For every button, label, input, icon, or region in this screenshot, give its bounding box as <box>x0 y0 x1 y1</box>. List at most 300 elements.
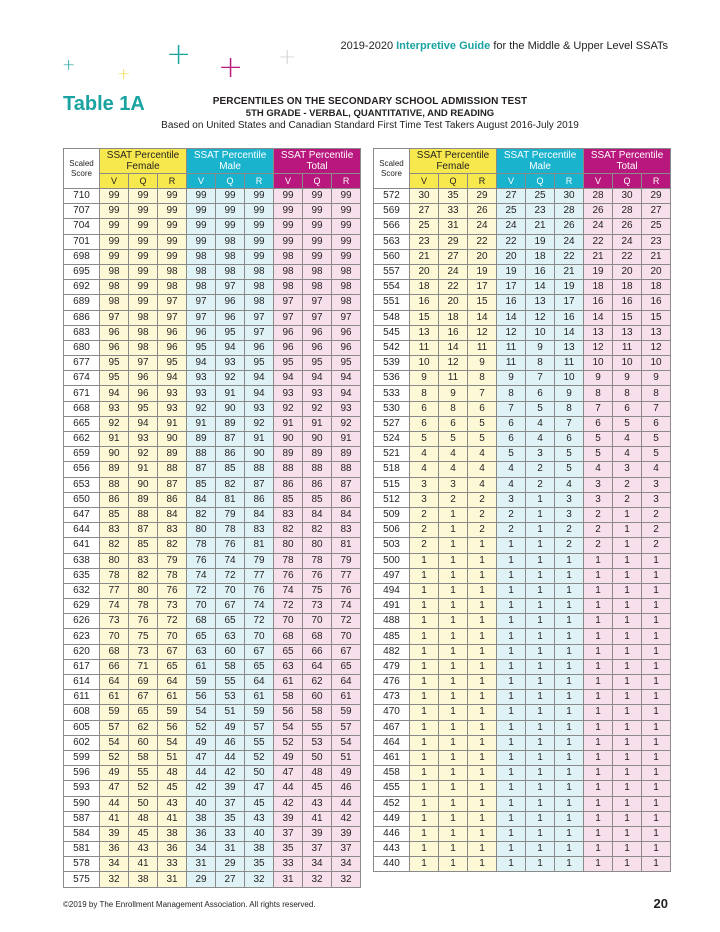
percentile-cell: 14 <box>468 310 497 325</box>
percentile-cell: 95 <box>303 356 332 371</box>
sub-header-r: R <box>332 174 361 189</box>
percentile-cell: 4 <box>642 462 671 477</box>
percentile-cell: 83 <box>100 523 129 538</box>
percentile-cell: 57 <box>332 720 361 735</box>
percentile-cell: 1 <box>410 826 439 841</box>
percentile-cell: 1 <box>468 553 497 568</box>
percentile-cell: 97 <box>100 310 129 325</box>
table-row <box>374 340 671 355</box>
percentile-cell: 79 <box>158 553 187 568</box>
percentile-cell: 1 <box>555 735 584 750</box>
percentile-cell: 30 <box>613 189 642 204</box>
percentile-cell: 5 <box>468 416 497 431</box>
percentile-cell: 25 <box>410 219 439 234</box>
percentile-cell: 54 <box>332 735 361 750</box>
percentile-cell: 38 <box>187 811 216 826</box>
percentile-cell: 2 <box>613 477 642 492</box>
percentile-cell: 23 <box>642 234 671 249</box>
percentile-cell: 12 <box>526 310 555 325</box>
percentile-cell: 64 <box>100 675 129 690</box>
table-row <box>374 234 671 249</box>
percentile-cell: 1 <box>526 583 555 598</box>
percentile-cell: 17 <box>468 280 497 295</box>
percentile-cell: 58 <box>303 705 332 720</box>
table-row <box>374 356 671 371</box>
percentile-cell: 1 <box>410 735 439 750</box>
percentile-cell: 1 <box>410 568 439 583</box>
table-row <box>374 295 671 310</box>
percentile-cell: 5 <box>497 447 526 462</box>
percentile-cell: 24 <box>613 234 642 249</box>
percentile-cell: 1 <box>613 690 642 705</box>
percentile-cell: 18 <box>584 280 613 295</box>
scaled-score-cell: 647 <box>64 507 100 522</box>
percentile-cell: 77 <box>100 583 129 598</box>
percentile-cell: 16 <box>584 295 613 310</box>
percentile-cell: 1 <box>555 583 584 598</box>
percentile-cell: 10 <box>642 356 671 371</box>
percentile-cell: 98 <box>332 295 361 310</box>
percentile-cell: 98 <box>274 264 303 279</box>
percentile-cell: 99 <box>303 189 332 204</box>
percentile-cell: 21 <box>526 219 555 234</box>
percentile-cell: 99 <box>187 204 216 219</box>
percentile-cell: 43 <box>303 796 332 811</box>
percentile-cell: 57 <box>100 720 129 735</box>
percentile-cell: 90 <box>303 432 332 447</box>
percentile-cell: 97 <box>216 280 245 295</box>
percentile-cell: 7 <box>642 401 671 416</box>
percentile-cell: 1 <box>497 796 526 811</box>
percentile-cell: 2 <box>555 523 584 538</box>
percentile-cell: 6 <box>497 432 526 447</box>
percentile-cell: 1 <box>526 766 555 781</box>
percentile-cell: 68 <box>303 629 332 644</box>
percentile-cell: 99 <box>332 234 361 249</box>
percentile-cell: 99 <box>158 219 187 234</box>
scaled-score-cell: 653 <box>64 477 100 492</box>
percentile-cell: 45 <box>129 826 158 841</box>
scaled-score-cell: 461 <box>374 750 410 765</box>
percentile-cell: 19 <box>555 280 584 295</box>
table-row <box>64 690 361 705</box>
percentile-cell: 49 <box>332 766 361 781</box>
percentile-cell: 63 <box>216 629 245 644</box>
percentile-cell: 16 <box>642 295 671 310</box>
percentile-cell: 8 <box>439 401 468 416</box>
percentile-cell: 1 <box>410 720 439 735</box>
percentile-cell: 73 <box>100 614 129 629</box>
percentile-cell: 1 <box>439 629 468 644</box>
percentile-cell: 99 <box>274 189 303 204</box>
percentile-cell: 1 <box>526 659 555 674</box>
percentile-cell: 6 <box>439 416 468 431</box>
percentile-cell: 99 <box>245 204 274 219</box>
copyright-text: ©2019 by The Enrollment Management Association. All rights reserved. <box>63 900 316 909</box>
table-row <box>374 280 671 295</box>
percentile-cell: 1 <box>584 735 613 750</box>
scaled-score-cell: 710 <box>64 189 100 204</box>
percentile-cell: 1 <box>526 492 555 507</box>
percentile-cell: 5 <box>613 416 642 431</box>
percentile-cell: 84 <box>245 507 274 522</box>
percentile-cell: 1 <box>439 811 468 826</box>
percentile-cell: 1 <box>468 735 497 750</box>
percentile-cell: 56 <box>187 690 216 705</box>
percentile-cell: 98 <box>129 310 158 325</box>
percentile-cell: 41 <box>158 811 187 826</box>
percentile-cell: 87 <box>129 523 158 538</box>
percentile-cell: 93 <box>129 432 158 447</box>
percentile-cell: 85 <box>274 492 303 507</box>
percentile-cell: 1 <box>439 796 468 811</box>
percentile-cell: 1 <box>584 599 613 614</box>
percentile-cell: 80 <box>303 538 332 553</box>
table-row <box>64 280 361 295</box>
percentile-cell: 27 <box>410 204 439 219</box>
percentile-cell: 1 <box>497 644 526 659</box>
percentile-cell: 94 <box>129 416 158 431</box>
table-row <box>374 720 671 735</box>
percentile-cell: 63 <box>187 644 216 659</box>
percentile-cell: 1 <box>555 826 584 841</box>
percentile-cell: 47 <box>245 781 274 796</box>
percentile-cell: 80 <box>100 553 129 568</box>
percentile-cell: 50 <box>303 750 332 765</box>
percentile-cell: 12 <box>439 356 468 371</box>
percentile-cell: 1 <box>439 720 468 735</box>
percentile-cell: 6 <box>410 401 439 416</box>
percentile-cell: 89 <box>158 447 187 462</box>
percentile-cell: 1 <box>497 553 526 568</box>
table-label: Table 1A <box>63 93 145 115</box>
percentile-cell: 94 <box>187 356 216 371</box>
percentile-cell: 86 <box>274 477 303 492</box>
table-row <box>64 340 361 355</box>
percentile-cell: 10 <box>555 371 584 386</box>
table-row <box>374 462 671 477</box>
percentile-cell: 20 <box>410 264 439 279</box>
percentile-cell: 84 <box>187 492 216 507</box>
scaled-score-cell: 632 <box>64 583 100 598</box>
table-row <box>374 750 671 765</box>
percentile-cell: 99 <box>129 295 158 310</box>
percentile-cell: 65 <box>129 705 158 720</box>
scaled-score-cell: 548 <box>374 310 410 325</box>
percentile-cell: 64 <box>158 675 187 690</box>
scaled-score-cell: 578 <box>64 857 100 872</box>
percentile-cell: 36 <box>187 826 216 841</box>
scaled-score-cell: 521 <box>374 447 410 462</box>
percentile-cell: 14 <box>439 340 468 355</box>
percentile-cell: 16 <box>555 310 584 325</box>
percentile-cell: 1 <box>613 826 642 841</box>
percentile-cell: 1 <box>526 811 555 826</box>
table-row <box>64 842 361 857</box>
percentile-cell: 99 <box>158 249 187 264</box>
percentile-cell: 1 <box>410 675 439 690</box>
percentile-cell: 1 <box>642 599 671 614</box>
percentile-cell: 51 <box>332 750 361 765</box>
percentile-cell: 1 <box>497 599 526 614</box>
percentile-cell: 27 <box>497 189 526 204</box>
table-row <box>64 477 361 492</box>
percentile-cell: 85 <box>303 492 332 507</box>
percentile-cell: 86 <box>303 477 332 492</box>
percentile-cell: 1 <box>642 583 671 598</box>
percentile-cell: 1 <box>555 720 584 735</box>
scaled-score-cell: 572 <box>374 189 410 204</box>
percentile-cell: 98 <box>274 249 303 264</box>
percentile-cell: 53 <box>303 735 332 750</box>
percentile-cell: 1 <box>555 675 584 690</box>
percentile-cell: 37 <box>274 826 303 841</box>
percentile-cell: 4 <box>439 462 468 477</box>
percentile-cell: 11 <box>410 340 439 355</box>
percentile-cell: 66 <box>100 659 129 674</box>
percentile-cell: 39 <box>274 811 303 826</box>
percentile-cell: 93 <box>332 401 361 416</box>
percentile-cell: 1 <box>439 857 468 872</box>
percentile-cell: 60 <box>216 644 245 659</box>
percentile-cell: 35 <box>245 857 274 872</box>
percentile-cell: 82 <box>274 523 303 538</box>
percentile-cell: 42 <box>332 811 361 826</box>
table-row <box>374 705 671 720</box>
percentile-cell: 27 <box>642 204 671 219</box>
percentile-cell: 1 <box>584 796 613 811</box>
percentile-cell: 32 <box>303 872 332 887</box>
percentile-cell: 99 <box>158 234 187 249</box>
scaled-score-cell: 575 <box>64 872 100 887</box>
percentile-cell: 98 <box>100 295 129 310</box>
scaled-score-cell: 581 <box>64 842 100 857</box>
percentile-cell: 20 <box>468 249 497 264</box>
percentile-cell: 86 <box>100 492 129 507</box>
scaled-score-cell: 458 <box>374 766 410 781</box>
percentile-cell: 40 <box>187 796 216 811</box>
percentile-cell: 32 <box>245 872 274 887</box>
percentile-cell: 65 <box>274 644 303 659</box>
percentile-cell: 97 <box>158 295 187 310</box>
percentile-cell: 1 <box>555 690 584 705</box>
percentile-cell: 9 <box>584 371 613 386</box>
scaled-score-cell: 443 <box>374 842 410 857</box>
percentile-cell: 61 <box>187 659 216 674</box>
percentile-cell: 1 <box>555 599 584 614</box>
percentile-cell: 31 <box>439 219 468 234</box>
percentile-cell: 17 <box>497 280 526 295</box>
table-row <box>374 766 671 781</box>
percentile-cell: 66 <box>303 644 332 659</box>
percentile-cell: 67 <box>158 644 187 659</box>
percentile-cell: 13 <box>410 325 439 340</box>
percentile-cell: 1 <box>468 796 497 811</box>
table-row <box>374 492 671 507</box>
percentile-cell: 1 <box>613 599 642 614</box>
percentile-cell: 46 <box>332 781 361 796</box>
percentile-cell: 2 <box>410 538 439 553</box>
percentile-cell: 21 <box>642 249 671 264</box>
percentile-cell: 3 <box>555 492 584 507</box>
scaled-score-cell: 446 <box>374 826 410 841</box>
percentile-cell: 44 <box>274 781 303 796</box>
scaled-score-cell: 545 <box>374 325 410 340</box>
percentile-cell: 96 <box>332 340 361 355</box>
percentile-cell: 1 <box>439 675 468 690</box>
percentile-cell: 99 <box>129 189 158 204</box>
percentile-cell: 55 <box>303 720 332 735</box>
scaled-score-cell: 596 <box>64 766 100 781</box>
scaled-score-cell: 701 <box>64 234 100 249</box>
percentile-cell: 1 <box>410 842 439 857</box>
table-row <box>374 614 671 629</box>
table-row <box>64 599 361 614</box>
percentile-cell: 16 <box>497 295 526 310</box>
percentile-cell: 88 <box>332 462 361 477</box>
percentile-cell: 97 <box>129 356 158 371</box>
scaled-score-cell: 473 <box>374 690 410 705</box>
percentile-cell: 99 <box>100 189 129 204</box>
sub-header-q: Q <box>526 174 555 189</box>
percentile-cell: 90 <box>274 432 303 447</box>
plus-decoration-teal-small: + <box>62 55 76 74</box>
percentile-cell: 1 <box>555 553 584 568</box>
scaled-score-cell: 551 <box>374 295 410 310</box>
scaled-score-cell: 689 <box>64 295 100 310</box>
table-row <box>64 507 361 522</box>
percentile-cell: 18 <box>439 310 468 325</box>
percentile-cell: 19 <box>468 264 497 279</box>
percentile-cell: 15 <box>642 310 671 325</box>
percentile-cell: 8 <box>410 386 439 401</box>
percentile-cell: 88 <box>100 477 129 492</box>
percentile-cell: 89 <box>100 462 129 477</box>
percentile-cell: 1 <box>439 507 468 522</box>
percentile-cell: 89 <box>274 447 303 462</box>
percentile-cell: 5 <box>642 447 671 462</box>
percentile-cell: 1 <box>613 614 642 629</box>
percentile-cell: 61 <box>158 690 187 705</box>
percentile-cell: 1 <box>584 750 613 765</box>
percentile-cell: 65 <box>158 659 187 674</box>
percentile-cell: 1 <box>613 659 642 674</box>
percentile-cell: 84 <box>303 507 332 522</box>
percentile-cell: 1 <box>613 811 642 826</box>
percentile-cell: 1 <box>497 659 526 674</box>
table-row <box>374 189 671 204</box>
percentile-cell: 1 <box>584 842 613 857</box>
percentile-cell: 1 <box>497 720 526 735</box>
scaled-score-cell: 674 <box>64 371 100 386</box>
scaled-score-cell: 611 <box>64 690 100 705</box>
percentile-cell: 1 <box>410 766 439 781</box>
percentile-cell: 96 <box>100 340 129 355</box>
percentile-cell: 18 <box>526 249 555 264</box>
table-row <box>374 264 671 279</box>
female-group-header: SSAT Percentile Female <box>100 149 187 174</box>
percentile-cell: 99 <box>129 219 158 234</box>
percentile-cell: 56 <box>158 720 187 735</box>
percentile-cell: 1 <box>584 811 613 826</box>
table-row <box>374 553 671 568</box>
scaled-score-cell: 497 <box>374 568 410 583</box>
scaled-score-cell: 527 <box>374 416 410 431</box>
percentile-cell: 96 <box>274 340 303 355</box>
percentile-cell: 42 <box>187 781 216 796</box>
table-row <box>64 568 361 583</box>
percentile-cell: 24 <box>584 219 613 234</box>
percentile-cell: 96 <box>303 325 332 340</box>
percentile-cell: 4 <box>613 432 642 447</box>
percentile-cell: 99 <box>187 234 216 249</box>
percentile-cell: 28 <box>555 204 584 219</box>
percentile-cell: 78 <box>216 523 245 538</box>
table-row <box>374 826 671 841</box>
percentile-cell: 67 <box>332 644 361 659</box>
table-row <box>64 553 361 568</box>
percentile-cell: 18 <box>410 280 439 295</box>
percentile-cell: 35 <box>439 189 468 204</box>
percentile-cell: 1 <box>439 690 468 705</box>
percentile-cell: 98 <box>303 264 332 279</box>
percentile-cell: 98 <box>216 264 245 279</box>
percentile-cell: 88 <box>245 462 274 477</box>
table-row <box>64 826 361 841</box>
sub-header-v: V <box>410 174 439 189</box>
percentile-cell: 1 <box>584 781 613 796</box>
percentile-cell: 60 <box>129 735 158 750</box>
table-row <box>374 325 671 340</box>
percentile-cell: 81 <box>245 538 274 553</box>
percentile-cell: 92 <box>100 416 129 431</box>
percentile-cell: 97 <box>274 310 303 325</box>
percentile-cell: 1 <box>410 857 439 872</box>
percentile-cell: 26 <box>468 204 497 219</box>
percentile-cell: 92 <box>332 416 361 431</box>
percentile-cell: 92 <box>245 416 274 431</box>
scaled-score-cell: 707 <box>64 204 100 219</box>
percentile-cell: 98 <box>245 264 274 279</box>
percentile-cell: 43 <box>158 796 187 811</box>
percentile-cell: 95 <box>100 356 129 371</box>
percentile-cell: 2 <box>526 462 555 477</box>
percentile-cell: 14 <box>526 280 555 295</box>
percentile-cell: 98 <box>100 264 129 279</box>
table-row <box>64 432 361 447</box>
percentile-cell: 99 <box>274 234 303 249</box>
percentile-cell: 86 <box>245 492 274 507</box>
percentile-cell: 31 <box>274 872 303 887</box>
percentile-cell: 14 <box>584 310 613 325</box>
percentile-cell: 31 <box>187 857 216 872</box>
percentile-cell: 1 <box>613 750 642 765</box>
percentile-cell: 44 <box>100 796 129 811</box>
percentile-cell: 97 <box>245 325 274 340</box>
percentile-cell: 99 <box>158 204 187 219</box>
percentile-cell: 1 <box>468 705 497 720</box>
percentile-cell: 24 <box>497 219 526 234</box>
percentile-cell: 2 <box>439 492 468 507</box>
percentile-cell: 99 <box>187 189 216 204</box>
percentile-cell: 9 <box>526 340 555 355</box>
percentile-cell: 58 <box>274 690 303 705</box>
percentile-cell: 5 <box>555 462 584 477</box>
percentile-cell: 67 <box>245 644 274 659</box>
percentile-cell: 1 <box>439 599 468 614</box>
percentile-cell: 12 <box>497 325 526 340</box>
scaled-score-cell: 650 <box>64 492 100 507</box>
